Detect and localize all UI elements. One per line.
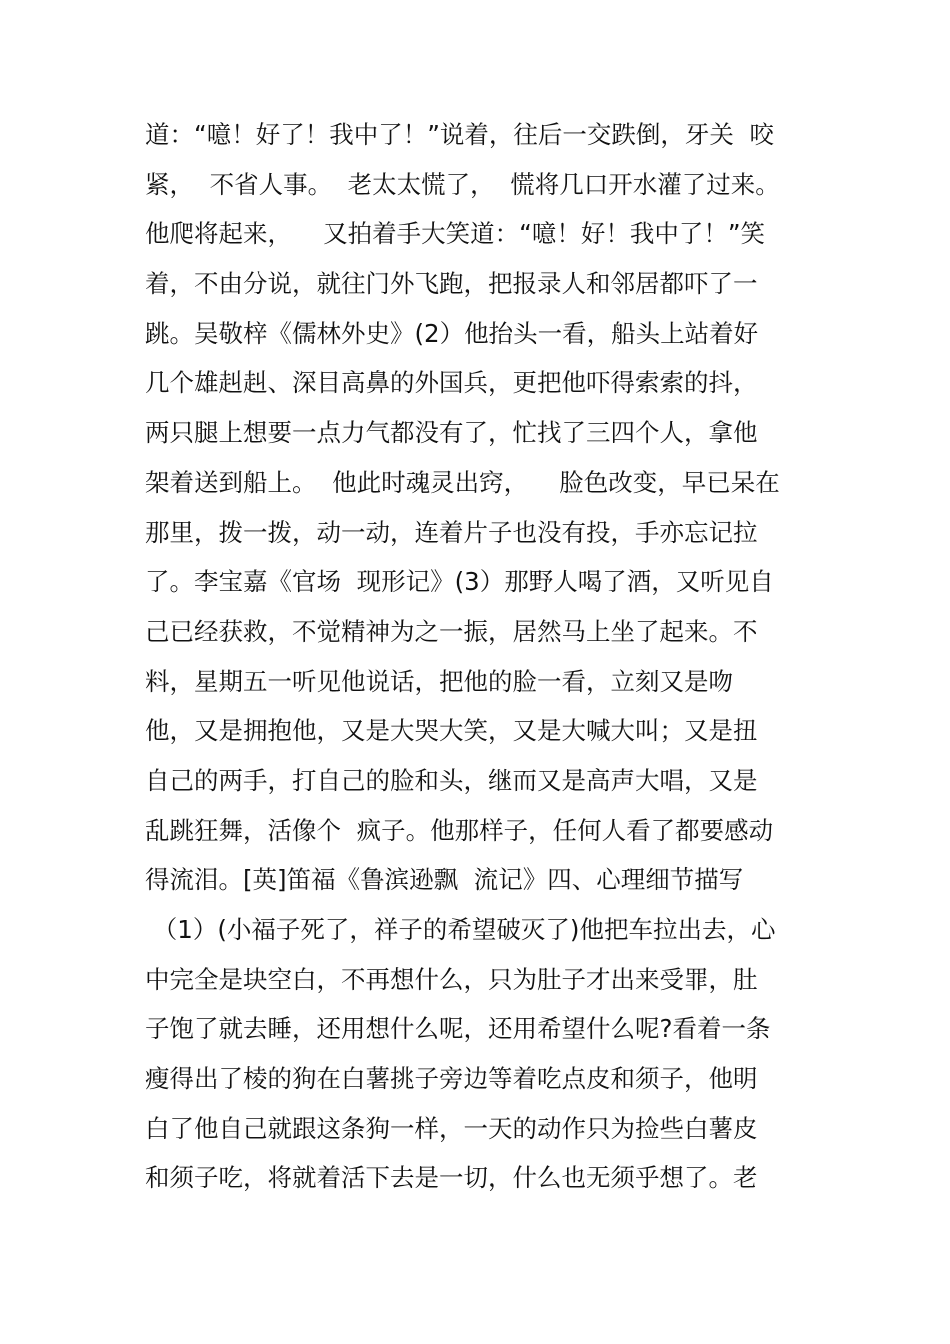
text-line: 着，不由分说，就往门外飞跑，把报录人和邻居都吓了一 <box>145 269 758 299</box>
text-line: 两只腿上想要一点力气都没有了，忙找了三四个人，拿他 <box>145 418 758 448</box>
text-line: 了。李宝嘉《官场 现形记》(3）那野人喝了酒，又听见自 <box>145 567 774 597</box>
text-line: 子饱了就去睡，还用想什么呢，还用希望什么呢?看着一条 <box>145 1014 771 1044</box>
text-line: 白了他自己就跟这条狗一样，一天的动作只为捡些白薯皮 <box>145 1113 758 1143</box>
text-line: 那里，拨一拨，动一动，连着片子也没有投，手亦忘记拉 <box>145 517 758 547</box>
text-line: 道：“噫！好了！我中了！”说着，往后一交跌倒，牙关 咬 <box>145 120 774 149</box>
text-line: 得流泪。[英]笛福《鲁滨逊飘 流记》四、心理细节描写 <box>145 865 744 895</box>
text-line: （1）(小福子死了，祥子的希望破灭了)他把车拉出去，心 <box>145 915 776 944</box>
text-line: 自己的两手，打自己的脸和头，继而又是高声大唱，又是 <box>145 765 758 795</box>
text-line: 和须子吃，将就着活下去是一切，什么也无须乎想了。老 <box>145 1163 758 1193</box>
text-line: 己已经获救，不觉精神为之一振，居然马上坐了起来。不 <box>145 616 758 646</box>
text-line: 几个雄赳赳、深目高鼻的外国兵，更把他吓得索索的抖， <box>145 368 758 398</box>
text-line: 他爬将起来， 又拍着手大笑道：“噫！好！我中了！”笑 <box>145 219 766 249</box>
text-line: 紧， 不省人事。 老太太慌了， 慌将几口开水灌了过来。 <box>145 169 780 199</box>
text-line: 乱跳狂舞，活像个 疯子。他那样子，任何人看了都要感动 <box>145 815 774 845</box>
text-line: 跳。吴敬梓《儒林外史》(2）他抬头一看，船头上站着好 <box>145 318 759 348</box>
text-line: 料，星期五一听见他说话，把他的脸一看，立刻又是吻 <box>145 666 733 696</box>
text-line: 中完全是块空白，不再想什么，只为肚子才出来受罪，肚 <box>145 964 758 994</box>
text-line: 瘦得出了棱的狗在白薯挑子旁边等着吃点皮和须子，他明 <box>145 1064 758 1094</box>
text-line: 架着送到船上。 他此时魂灵出窍， 脸色改变，早已呆在 <box>145 467 780 497</box>
text-line: 他，又是拥抱他，又是大哭大笑，又是大喊大叫；又是扭 <box>145 716 758 746</box>
body-text <box>145 110 815 1203</box>
